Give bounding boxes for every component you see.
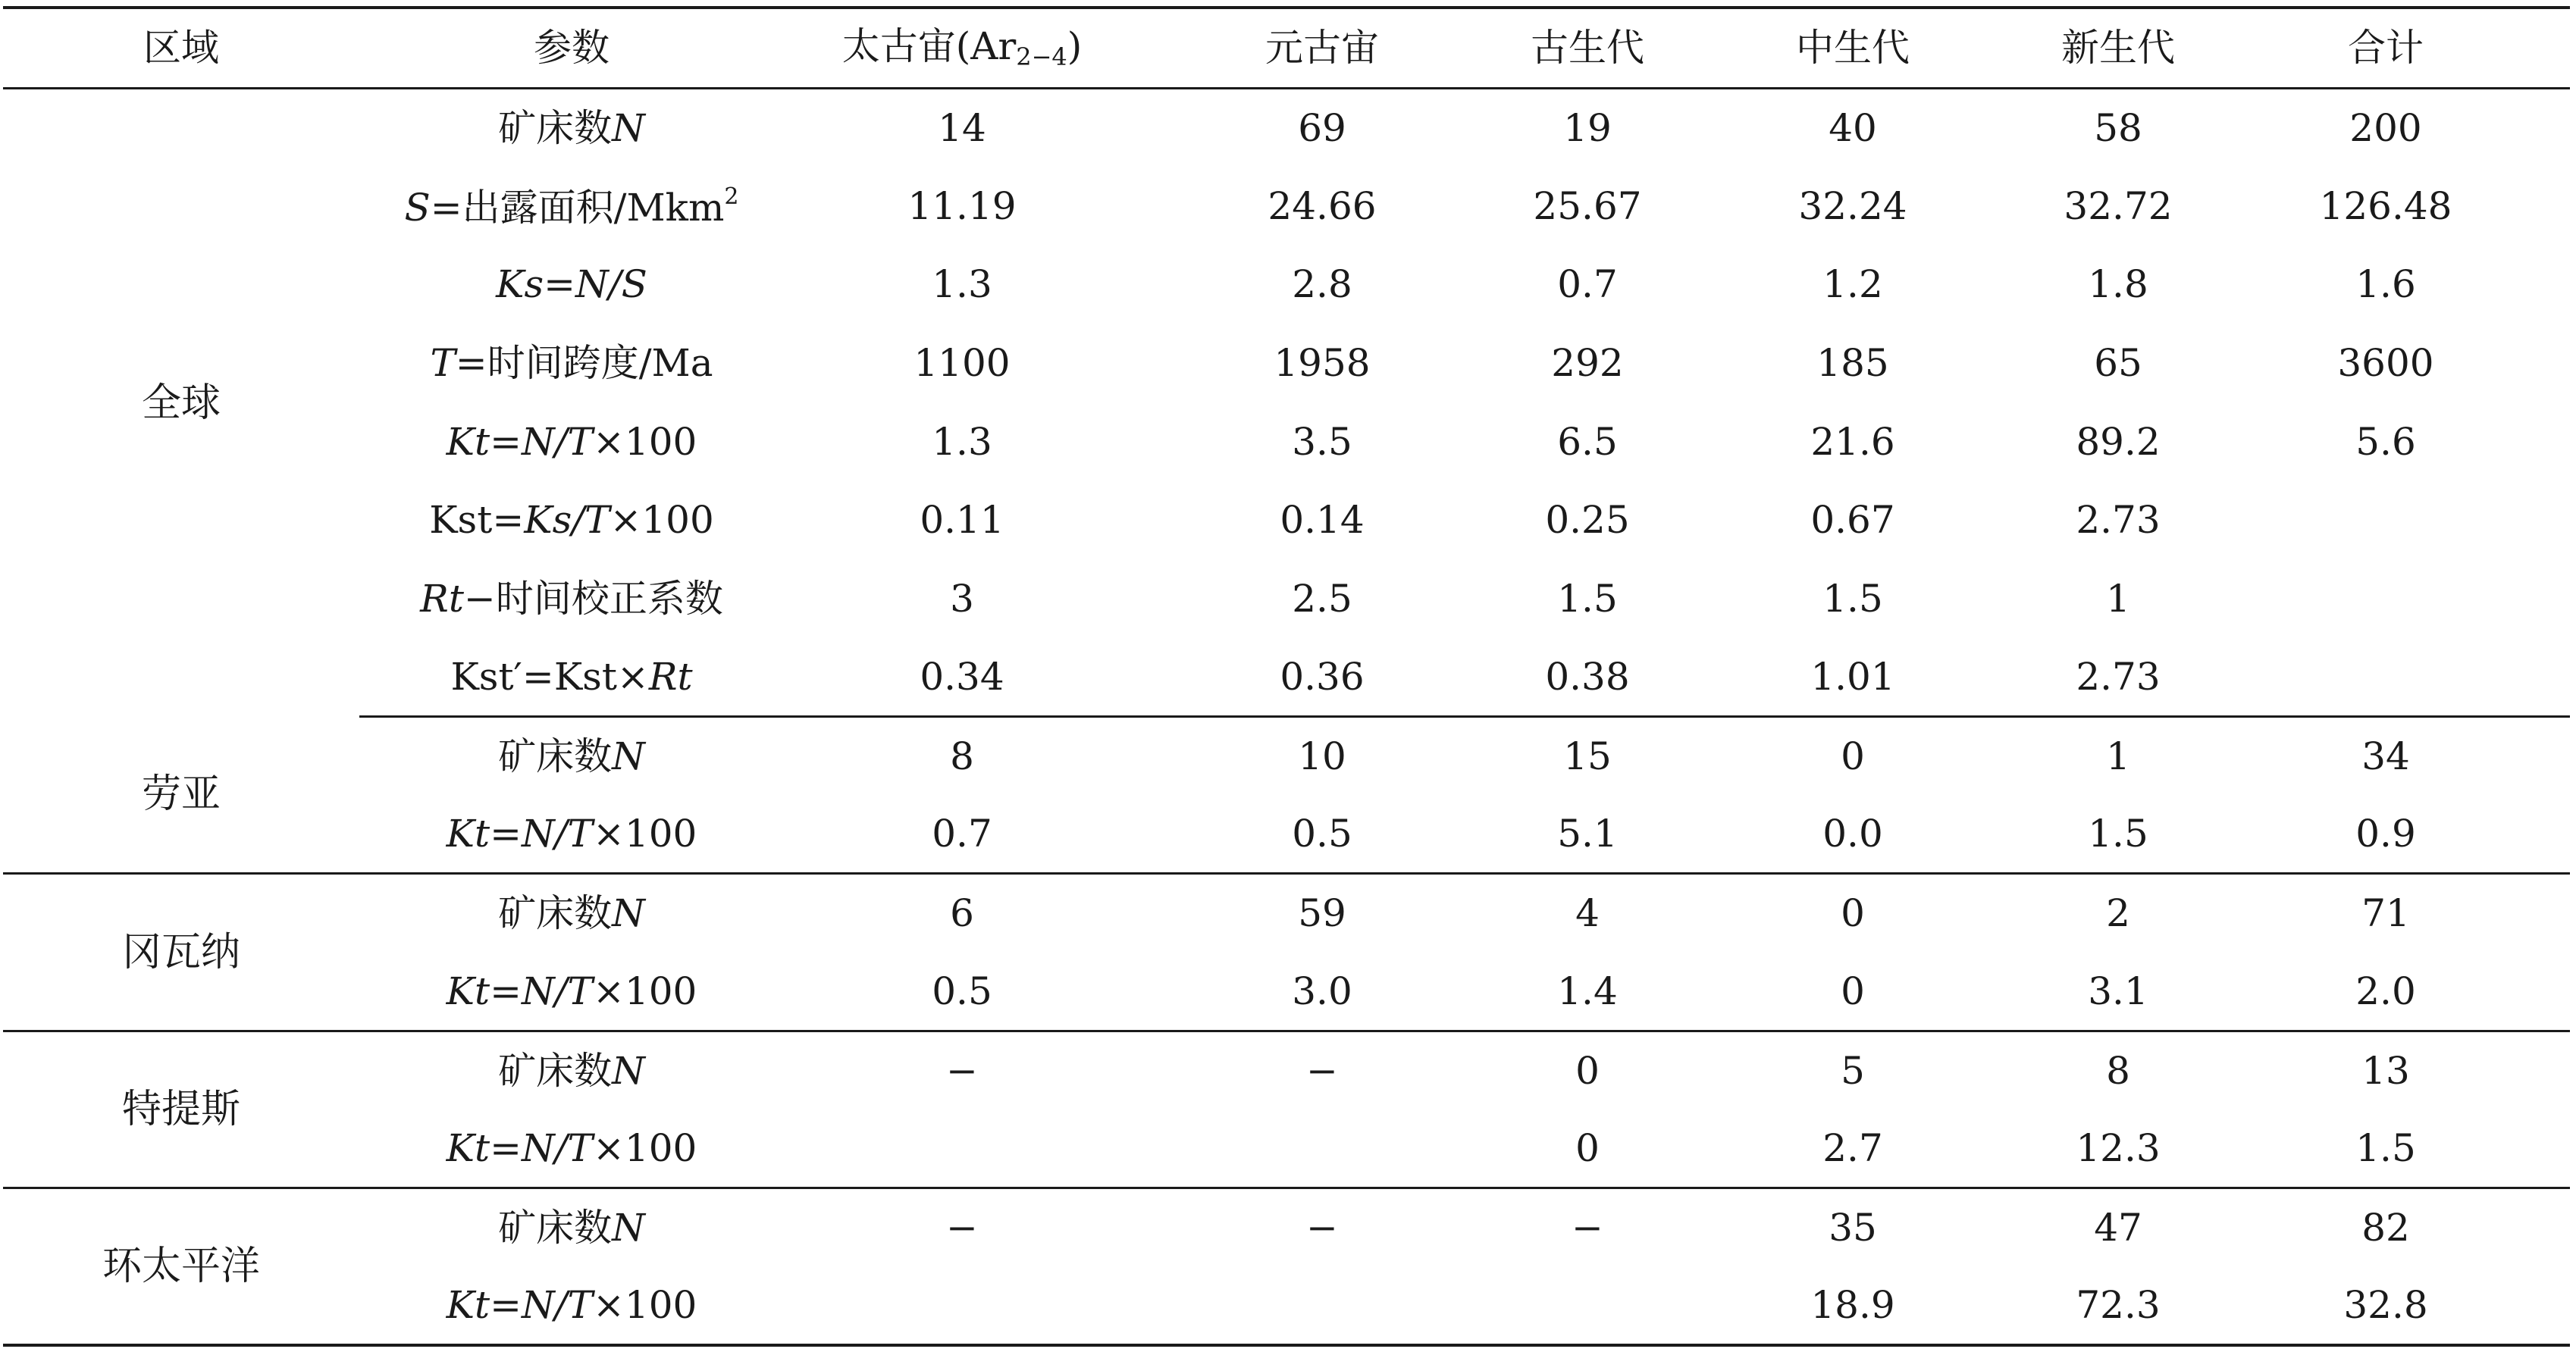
- table-cell: 47: [2094, 1206, 2142, 1250]
- table-row: [3, 559, 2570, 638]
- table-row: [3, 1031, 2570, 1109]
- table-cell: 72.3: [2035, 1266, 2202, 1345]
- param-kst-prime: Kst′=Kst×Rt: [359, 638, 784, 717]
- table-row: [3, 1266, 2570, 1345]
- table-cell: 0.67: [1810, 498, 1895, 543]
- table-cell: 11.19: [907, 183, 1017, 228]
- table-cell: [2202, 480, 2570, 559]
- param-area: S=出露面积/Mkm$^2$: [404, 183, 739, 230]
- table-row: [3, 324, 2570, 402]
- table-cell: 35: [1829, 1206, 1877, 1250]
- region-tethys: 特提斯: [3, 1031, 359, 1188]
- param-timespan: T=时间跨度/Ma: [430, 340, 713, 385]
- table-cell: 4: [1575, 891, 1600, 936]
- table-cell: 32.8: [2202, 1266, 2570, 1345]
- table-cell: 1.6: [2355, 262, 2416, 307]
- table-cell: 65: [2094, 340, 2142, 385]
- table-cell: 1.01: [1671, 638, 2035, 717]
- param-ks: Ks=N/S: [496, 262, 647, 307]
- table-cell: 1.8: [2088, 262, 2148, 307]
- table-cell: 3: [950, 576, 974, 621]
- table-cell: 1.5: [1557, 576, 1618, 621]
- table-cell: 6.5: [1557, 419, 1618, 464]
- table-cell: 69: [1298, 105, 1346, 150]
- param-kst: Kst=Ks/T×100: [429, 498, 714, 543]
- table-cell: 3.1: [2035, 953, 2202, 1031]
- table-cell: 0.9: [2202, 795, 2570, 874]
- table-header: [3, 8, 2570, 88]
- table-cell: 1: [2106, 734, 2130, 779]
- table-cell: 19: [1563, 105, 1612, 150]
- table-cell: 0.36: [1140, 638, 1504, 717]
- table-cell: 185: [1816, 340, 1889, 385]
- table-row: [3, 1109, 2570, 1188]
- table-cell: 3.5: [1292, 419, 1352, 464]
- table-cell: 1958: [1274, 340, 1371, 385]
- table-row: [3, 88, 2570, 167]
- table-cell: 3600: [2337, 340, 2434, 385]
- table-cell: −: [946, 1048, 978, 1093]
- table-cell: 200: [2349, 105, 2422, 150]
- table-row: [3, 953, 2570, 1031]
- table-cell: 0.0: [1671, 795, 2035, 874]
- table-cell: 12.3: [2035, 1109, 2202, 1188]
- table-cell: [1140, 1266, 1504, 1345]
- table-cell: 2.73: [2035, 638, 2202, 717]
- table-cell: 32.24: [1798, 183, 1907, 228]
- table-cell: 58: [2094, 105, 2142, 150]
- data-table: [3, 6, 2570, 1347]
- table-cell: 0.14: [1280, 498, 1365, 543]
- table-cell: 18.9: [1671, 1266, 2035, 1345]
- table-cell: 0.5: [784, 953, 1140, 1031]
- table-cell: 0: [1841, 891, 1865, 936]
- table-cell: 5: [1841, 1048, 1865, 1093]
- table-cell: 0.7: [784, 795, 1140, 874]
- table-cell: 0.7: [1557, 262, 1618, 307]
- table-row: [3, 1188, 2570, 1267]
- header-archean: 太古宙$(Ar_{2-4})$: [784, 8, 1140, 88]
- table-cell: 292: [1551, 340, 1624, 385]
- table-cell: 1.2: [1822, 262, 1883, 307]
- table-cell: 1.5: [1822, 576, 1883, 621]
- table-cell: 0.5: [1140, 795, 1504, 874]
- table-cell: 1.4: [1504, 953, 1671, 1031]
- table-cell: 1.5: [2202, 1109, 2570, 1188]
- table-cell: −: [1572, 1206, 1603, 1250]
- table-cell: 2: [2106, 891, 2130, 936]
- table-row: [3, 795, 2570, 874]
- table-cell: 0: [1841, 734, 1865, 779]
- table-row: [3, 717, 2570, 796]
- table-cell: [2202, 638, 2570, 717]
- region-gondwana: 冈瓦纳: [3, 874, 359, 1031]
- table-cell: 2.0: [2202, 953, 2570, 1031]
- table-cell: 82: [2361, 1206, 2410, 1250]
- table-cell: 25.67: [1533, 183, 1642, 228]
- table-cell: 3.0: [1140, 953, 1504, 1031]
- table-cell: [1504, 1266, 1671, 1345]
- header-param: 参数: [359, 8, 784, 88]
- table-cell: 0: [1671, 953, 2035, 1031]
- table-cell: 2.5: [1292, 576, 1352, 621]
- table-cell: 8: [950, 734, 974, 779]
- table-cell: −: [1306, 1206, 1338, 1250]
- header-paleozoic: 古生代: [1504, 8, 1671, 88]
- table-cell: [1140, 1109, 1504, 1188]
- table-cell: [784, 1266, 1140, 1345]
- table-cell: 1: [2106, 576, 2130, 621]
- table-cell: 89.2: [2076, 419, 2161, 464]
- param-deposits: 矿床数N: [498, 891, 645, 936]
- table-cell: 10: [1298, 734, 1346, 779]
- table-cell: 34: [2361, 734, 2410, 779]
- table-cell: 1100: [914, 340, 1011, 385]
- table-cell: 14: [938, 105, 986, 150]
- header-mesozoic: 中生代: [1671, 8, 2035, 88]
- table-row: [3, 402, 2570, 481]
- header-cenozoic: 新生代: [2035, 8, 2202, 88]
- table-cell: 13: [2361, 1048, 2410, 1093]
- table-cell: 40: [1829, 105, 1877, 150]
- table-row: [3, 874, 2570, 953]
- table-cell: 0: [1575, 1048, 1600, 1093]
- table-row: [3, 167, 2570, 246]
- table-cell: 0.11: [920, 498, 1004, 543]
- param-deposits: 矿床数N: [498, 734, 645, 779]
- table-cell: 15: [1563, 734, 1612, 779]
- region-pacific: 环太平洋: [3, 1188, 359, 1345]
- table-cell: −: [1306, 1048, 1338, 1093]
- header-total: 合计: [2202, 8, 2570, 88]
- table-cell: 0.25: [1545, 498, 1630, 543]
- param-deposits: 矿床数N: [498, 1048, 645, 1093]
- table-row: [3, 245, 2570, 324]
- table-cell: 126.48: [2319, 183, 2452, 228]
- table-cell: 24.66: [1268, 183, 1377, 228]
- param-kt: Kt=N/T×100: [359, 795, 784, 874]
- param-deposits: 矿床数N: [498, 1206, 645, 1250]
- table-cell: 1.5: [2035, 795, 2202, 874]
- table-cell: [2202, 559, 2570, 638]
- table-cell: 1.3: [932, 262, 992, 307]
- param-kt: Kt=N/T×100: [446, 419, 697, 464]
- table-cell: 71: [2361, 891, 2410, 936]
- header-proterozoic: 元古宙: [1140, 8, 1504, 88]
- table-row: [3, 638, 2570, 717]
- table-cell: 21.6: [1810, 419, 1895, 464]
- table-cell: 59: [1298, 891, 1346, 936]
- table-cell: [784, 1109, 1140, 1188]
- table-cell: 1.3: [932, 419, 992, 464]
- param-kt: Kt=N/T×100: [359, 1266, 784, 1345]
- table-cell: 5.1: [1504, 795, 1671, 874]
- table-cell: 5.6: [2355, 419, 2416, 464]
- table-cell: −: [946, 1206, 978, 1250]
- param-rt: Rt−时间校正系数: [420, 576, 723, 621]
- table-cell: 2.7: [1671, 1109, 2035, 1188]
- table-cell: 0.34: [784, 638, 1140, 717]
- table-cell: 0: [1504, 1109, 1671, 1188]
- table-row: [3, 480, 2570, 559]
- table-cell: 6: [950, 891, 974, 936]
- region-laurasia: 劳亚: [3, 717, 359, 874]
- table-cell: 0.38: [1504, 638, 1671, 717]
- table-cell: 2.8: [1292, 262, 1352, 307]
- region-global: 全球: [141, 380, 221, 426]
- header-region: 区域: [3, 8, 359, 88]
- table-cell: 8: [2106, 1048, 2130, 1093]
- param-kt: Kt=N/T×100: [359, 953, 784, 1031]
- param-kt: Kt=N/T×100: [359, 1109, 784, 1188]
- table-cell: 32.72: [2064, 183, 2173, 228]
- param-deposits: 矿床数N: [498, 105, 645, 150]
- table-cell: 2.73: [2076, 498, 2161, 543]
